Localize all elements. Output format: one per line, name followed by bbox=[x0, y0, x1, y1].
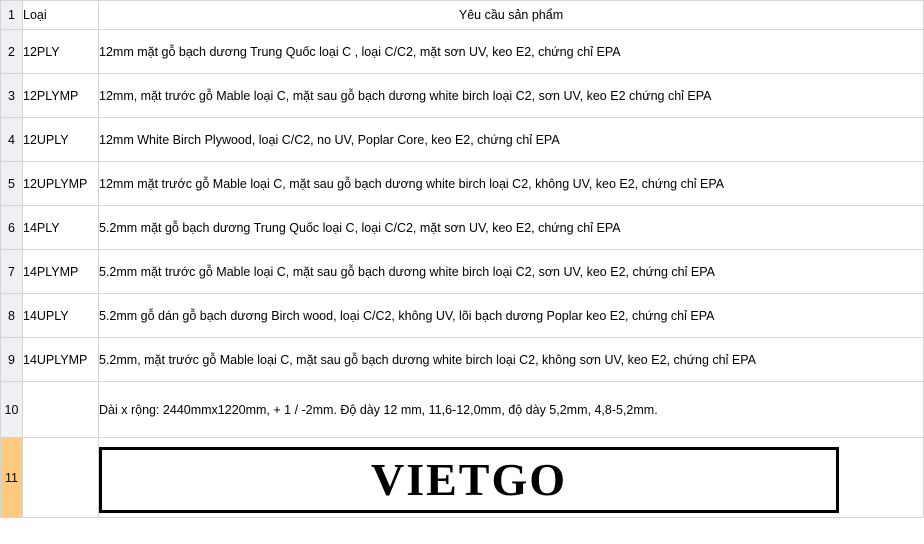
row-header-5[interactable]: 5 bbox=[1, 162, 23, 206]
row-header-8[interactable]: 8 bbox=[1, 294, 23, 338]
cell-empty[interactable] bbox=[23, 438, 99, 518]
cell-empty[interactable] bbox=[23, 382, 99, 438]
cell-code[interactable]: 12UPLYMP bbox=[23, 162, 99, 206]
row-header-9[interactable]: 9 bbox=[1, 338, 23, 382]
cell-code[interactable]: 14PLY bbox=[23, 206, 99, 250]
vietgo-logo-text: VIETGO bbox=[370, 454, 568, 505]
cell-spec[interactable]: 5.2mm mặt trước gỗ Mable loại C, mặt sau gỗ bạch dương white birch loại C2, sơn UV, keo E2, chứng chỉ EPA bbox=[99, 250, 924, 294]
cell-spec[interactable]: 5.2mm mặt gỗ bạch dương Trung Quốc loại C, loại C/C2, mặt sơn UV, keo E2, chứng chỉ EPA bbox=[99, 206, 924, 250]
cell-code[interactable]: 14UPLY bbox=[23, 294, 99, 338]
table-row bbox=[1, 30, 924, 74]
cell-code[interactable]: 12PLYMP bbox=[23, 74, 99, 118]
cell-spec[interactable]: 12mm mặt trước gỗ Mable loại C, mặt sau gỗ bạch dương white birch loại C2, không UV, keo E2, chứng chỉ EPA bbox=[99, 162, 924, 206]
table-row bbox=[1, 250, 924, 294]
cell-dimension-note[interactable]: Dài x rộng: 2440mmx1220mm, + 1 / -2mm. Độ dày 12 mm, 11,6-12,0mm, độ dày 5,2mm, 4,8-5,2mm. bbox=[99, 382, 924, 438]
row-header-11[interactable]: 11 bbox=[1, 438, 23, 518]
cell-spec[interactable]: 12mm, mặt trước gỗ Mable loại C, mặt sau gỗ bạch dương white birch loại C2, sơn UV, keo E2 chứng chỉ EPA bbox=[99, 74, 924, 118]
cell-spec[interactable]: 12mm White Birch Plywood, loại C/C2, no UV, Poplar Core, keo E2, chứng chỉ EPA bbox=[99, 118, 924, 162]
cell-spec[interactable]: 12mm mặt gỗ bạch dương Trung Quốc loại C , loại C/C2, mặt sơn UV, keo E2, chứng chỉ EPA bbox=[99, 30, 924, 74]
header-cell-loai[interactable]: Loại bbox=[23, 1, 99, 30]
table-row bbox=[1, 1, 924, 30]
row-header-1[interactable]: 1 bbox=[1, 1, 23, 30]
table-row bbox=[1, 206, 924, 250]
table-row bbox=[1, 162, 924, 206]
row-header-4[interactable]: 4 bbox=[1, 118, 23, 162]
cell-spec[interactable]: 5.2mm gỗ dán gỗ bạch dương Birch wood, loại C/C2, không UV, lõi bạch dương Poplar keo E2, chứng chỉ EPA bbox=[99, 294, 924, 338]
cell-logo[interactable] bbox=[99, 438, 924, 518]
header-cell-requirements[interactable]: Yêu cầu sản phẩm bbox=[99, 1, 924, 30]
table-row bbox=[1, 74, 924, 118]
row-header-10[interactable]: 10 bbox=[1, 382, 23, 438]
table-row bbox=[1, 382, 924, 438]
row-header-7[interactable]: 7 bbox=[1, 250, 23, 294]
cell-code[interactable]: 12UPLY bbox=[23, 118, 99, 162]
cell-code[interactable]: 14UPLYMP bbox=[23, 338, 99, 382]
row-header-6[interactable]: 6 bbox=[1, 206, 23, 250]
table-row bbox=[1, 338, 924, 382]
table-row bbox=[1, 118, 924, 162]
logo-box bbox=[99, 447, 839, 513]
cell-code[interactable]: 12PLY bbox=[23, 30, 99, 74]
table-row bbox=[1, 294, 924, 338]
cell-spec[interactable]: 5.2mm, mặt trước gỗ Mable loại C, mặt sau gỗ bạch dương white birch loại C2, không sơn UV, keo E2, chứng chỉ EPA bbox=[99, 338, 924, 382]
row-header-3[interactable]: 3 bbox=[1, 74, 23, 118]
table-row bbox=[1, 438, 924, 518]
cell-code[interactable]: 14PLYMP bbox=[23, 250, 99, 294]
row-header-2[interactable]: 2 bbox=[1, 30, 23, 74]
